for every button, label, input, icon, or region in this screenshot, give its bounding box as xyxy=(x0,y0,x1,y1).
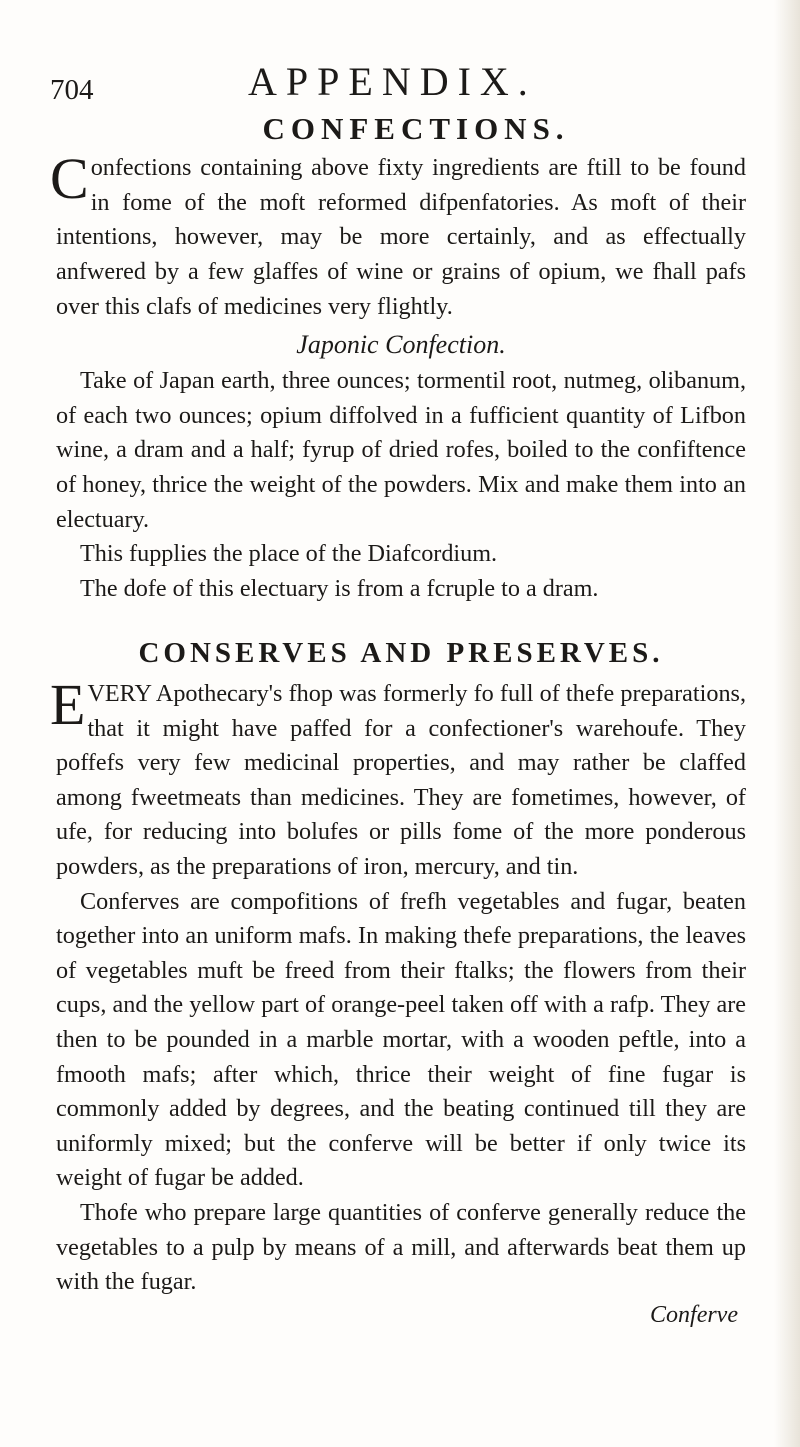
section-heading-confections: CONFECTIONS. xyxy=(262,111,570,146)
confections-paragraph: Confections containing above fixty ingredients are ftill to be found in fome of the moft reformed difpenfatories. As moft of their intentions, however, may be more certainly, and as effectually anfwered by a few glaffes of wine or grains of opium, we fhall pafs over this clafs of medicines very flightly. xyxy=(50,146,746,320)
conserves-paragraph-1: EVERY Apothecary's fhop was formerly fo full of thefe preparations, that it might have paffed for a confectioner's warehoufe. They poffefs very few medicinal properties, and may rather be claffed among fweetmeats than medicines. They are fometimes, however, of ufe, for reducing into bolufes or pills fome of the more ponderous powders, as the preparations of iron, mercury, and tin. xyxy=(50,672,746,881)
running-head xyxy=(50,58,750,106)
conserves-paragraph-2: Conferves are compofitions of frefh vegetables and fugar, beaten together into an uniform mafs. In making thefe preparations, the leaves of vegetables muft be freed from their ftalks; the flowers from their cups, and the yellow part of orange-peel taken off with a rafp. They are then to be pounded in a marble mortar, with a wooden peftle, into a fmooth mafs; after which, thrice their weight of fine fugar is commonly added by degrees, and the beating continued till they are uniformly mixed; but the conferve will be better if only twice its weight of fugar be added. xyxy=(56,887,746,1192)
section-heading-conserves: CONSERVES AND PRESERVES. xyxy=(138,637,664,670)
subheading-japonic-confection: Japonic Confection. xyxy=(296,330,506,360)
running-title: APPENDIX. xyxy=(248,59,537,104)
catchword: Conferve xyxy=(650,1301,738,1328)
japonic-note-paragraph: This fupplies the place of the Diafcordium. xyxy=(80,540,498,568)
page-edge-shadow xyxy=(774,0,800,1447)
japonic-dose-paragraph: The dofe of this electuary is from a fcruple to a dram. xyxy=(80,574,599,602)
body-text xyxy=(50,110,746,1329)
page-number: 704 xyxy=(50,74,94,106)
conserves-paragraph-3: Thofe who prepare large quantities of conferve generally reduce the vegetables to a pulp by means of a mill, and afterwards beat them up with the fugar. xyxy=(56,1199,746,1296)
japonic-recipe-paragraph: Take of Japan earth, three ounces; tormentil root, nutmeg, olibanum, of each two ounces; opium diffolved in a fufficient quantity of Lifbon wine, a dram and a half; fyrup of dried rofes, boiled to the confiftence of honey, thrice the weight of the powders. Mix and make them into an electuary. xyxy=(56,367,746,533)
